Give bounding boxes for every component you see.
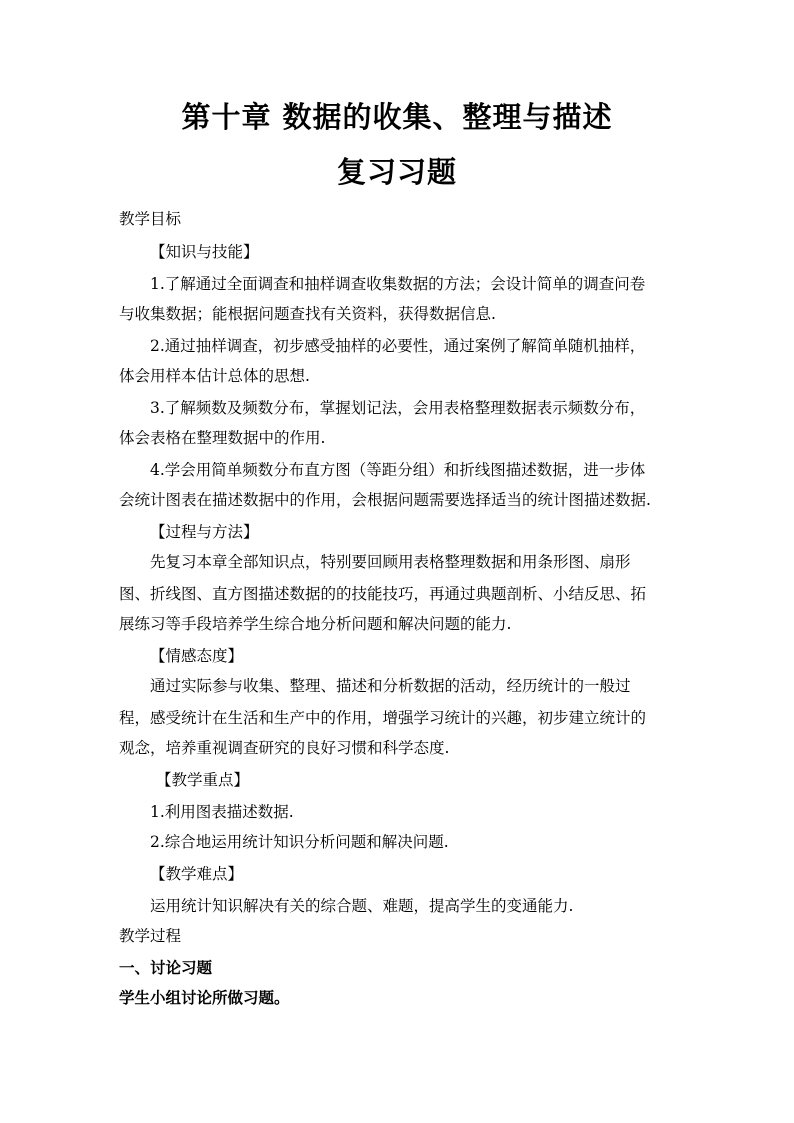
goal-1-line-2: 与收集数据；能根据问题查找有关资料，获得数据信息. — [119, 305, 496, 323]
subheading-teaching-difficulty: 【教学难点】 — [150, 865, 244, 883]
focus-item-2: 2.综合地运用统计知识分析问题和解决问题. — [150, 833, 449, 851]
attitude-line-1: 通过实际参与收集、整理、描述和分析数据的活动，经历统计的一般过 — [150, 677, 631, 695]
goal-2-line-1: 2.通过抽样调查，初步感受抽样的必要性，通过案例了解简单随机抽样， — [150, 337, 646, 355]
section-heading-teaching-process: 教学过程 — [119, 927, 182, 945]
subheading-teaching-focus: 【教学重点】 — [156, 771, 250, 789]
difficulty-item: 运用统计知识解决有关的综合题、难题，提高学生的变通能力. — [150, 897, 574, 915]
section-heading-teaching-goals: 教学目标 — [119, 210, 182, 228]
process-line-2: 图、折线图、直方图描述数据的的技能技巧，再通过典题剖析、小结反思、拓 — [119, 585, 647, 603]
goal-1-line-1: 1.了解通过全面调查和抽样调查收集数据的方法；会设计简单的调查问卷 — [150, 275, 646, 293]
attitude-line-2: 程，感受统计在生活和生产中的作用，增强学习统计的兴趣，初步建立统计的 — [119, 709, 647, 727]
focus-item-1: 1.利用图表描述数据. — [150, 803, 294, 821]
goal-3-line-1: 3.了解频数及频数分布，掌握划记法，会用表格整理数据表示频数分布， — [150, 399, 646, 417]
subheading-process-methods: 【过程与方法】 — [150, 523, 259, 541]
goal-4-line-2: 会统计图表在描述数据中的作用，会根据问题需要选择适当的统计图描述数据. — [119, 491, 651, 509]
process-line-1: 先复习本章全部知识点，特别要回顾用表格整理数据和用条形图、扇形 — [150, 553, 631, 571]
subheading-knowledge-skills: 【知识与技能】 — [150, 243, 259, 261]
subheading-emotional-attitude: 【情感态度】 — [150, 647, 244, 665]
step-heading-discuss-exercises: 一、讨论习题 — [119, 958, 213, 977]
step-description: 学生小组讨论所做习题。 — [119, 988, 290, 1007]
goal-3-line-2: 体会表格在整理数据中的作用. — [119, 429, 326, 447]
chapter-title: 第十章 数据的收集、整理与描述 — [181, 100, 613, 134]
attitude-line-3: 观念，培养重视调查研究的良好习惯和科学态度. — [119, 739, 450, 757]
document-subtitle: 复习习题 — [336, 155, 457, 189]
goal-4-line-1: 4.学会用简单频数分布直方图（等距分组）和折线图描述数据，进一步体 — [150, 461, 646, 479]
goal-2-line-2: 体会用样本估计总体的思想. — [119, 367, 310, 385]
process-line-3: 展练习等手段培养学生综合地分析问题和解决问题的能力. — [119, 615, 512, 633]
